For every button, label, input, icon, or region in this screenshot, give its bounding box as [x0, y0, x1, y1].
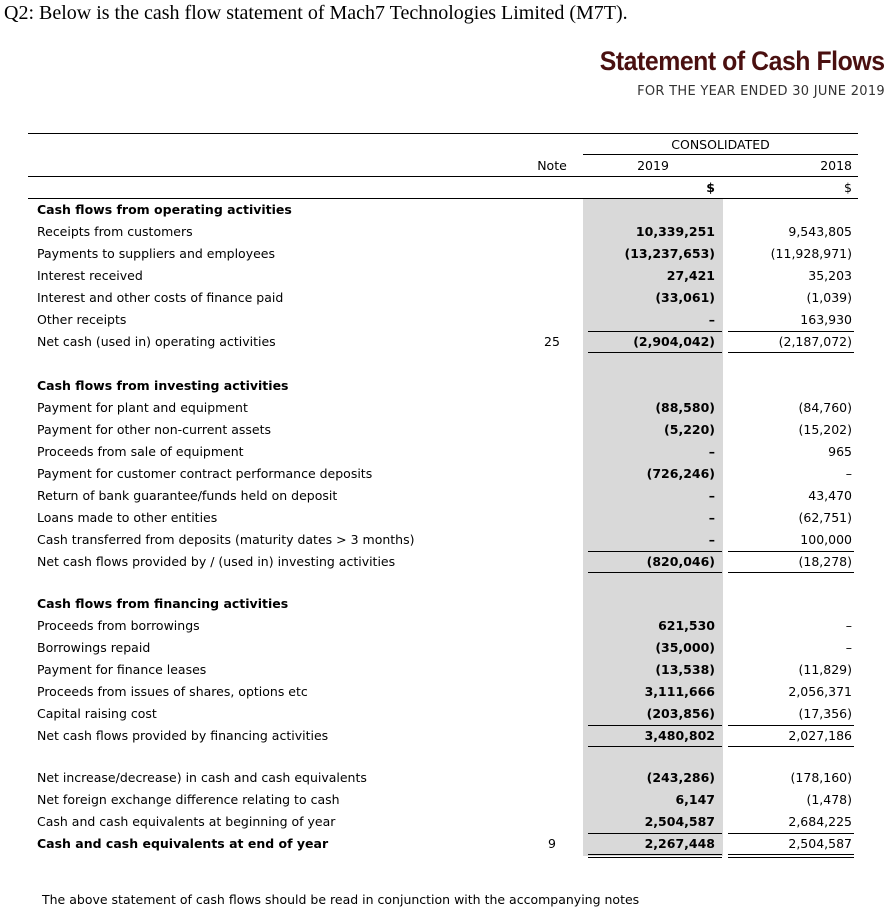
- value-2019: –: [708, 312, 715, 327]
- table-row: [0, 246, 889, 268]
- value-2018: (18,278): [798, 554, 852, 569]
- value-2019: (88,580): [655, 400, 715, 415]
- table-row: [0, 510, 889, 532]
- row-label: Borrowings repaid: [37, 640, 151, 655]
- unit-2018-header: $: [844, 180, 852, 195]
- value-2019: (243,286): [646, 770, 715, 785]
- table-row: [0, 662, 889, 684]
- value-2018: (11,928,971): [770, 246, 852, 261]
- row-label: Cash flows from operating activities: [37, 202, 292, 217]
- investing-subtotal-bottom-rule-2019: [588, 572, 722, 573]
- investing-subtotal-top-rule-2019: [588, 551, 722, 552]
- value-2018: 9,543,805: [788, 224, 852, 239]
- financing-subtotal-bottom-rule-2019: [588, 746, 722, 747]
- investing-subtotal-bottom-rule-2018: [728, 572, 854, 573]
- value-2019: –: [708, 444, 715, 459]
- value-2018: 965: [828, 444, 852, 459]
- value-2018: (11,829): [798, 662, 852, 677]
- value-2019: 2,267,448: [644, 836, 715, 851]
- year-2018-header: 2018: [820, 158, 852, 173]
- table-row: [0, 268, 889, 290]
- footer-note: The above statement of cash flows should be read in conjunction with the accompanying notes: [42, 892, 640, 907]
- row-label: Cash flows from financing activities: [37, 596, 289, 611]
- value-2019: 10,339,251: [635, 224, 715, 239]
- table-row: [0, 640, 889, 662]
- row-label: Net foreign exchange difference relating to cash: [37, 792, 340, 807]
- value-2018: –: [845, 640, 852, 655]
- operating-subtotal-bottom-rule-2018: [728, 352, 854, 353]
- row-label: Loans made to other entities: [37, 510, 218, 525]
- note-header: Note: [537, 158, 567, 173]
- value-2019: 6,147: [675, 792, 715, 807]
- row-label: Interest and other costs of finance paid: [37, 290, 284, 305]
- section-header-row: [0, 202, 889, 224]
- row-note: 9: [548, 836, 556, 851]
- value-2019: (726,246): [646, 466, 715, 481]
- value-2018: 2,684,225: [788, 814, 852, 829]
- financing-subtotal-top-rule-2018: [728, 725, 854, 726]
- total-bottom-rule-1-2018: [728, 854, 854, 855]
- row-label: Return of bank guarantee/funds held on deposit: [37, 488, 338, 503]
- value-2018: 100,000: [800, 532, 852, 547]
- section-header-row: [0, 596, 889, 618]
- header-top-rule: [28, 133, 858, 134]
- row-label: Capital raising cost: [37, 706, 157, 721]
- question-text: Q2: Below is the cash flow statement of Mach7 Technologies Limited (M7T).: [4, 2, 628, 24]
- value-2019: 2,504,587: [644, 814, 715, 829]
- financing-subtotal-bottom-rule-2018: [728, 746, 854, 747]
- value-2018: (1,039): [806, 290, 852, 305]
- table-row: [0, 466, 889, 488]
- row-label: Cash and cash equivalents at beginning of year: [37, 814, 336, 829]
- value-2018: (178,160): [790, 770, 852, 785]
- value-2019: 3,480,802: [644, 728, 715, 743]
- value-2018: (62,751): [798, 510, 852, 525]
- row-label: Payments to suppliers and employees: [37, 246, 276, 261]
- table-row: [0, 792, 889, 814]
- value-2018: 2,504,587: [788, 836, 852, 851]
- table-row: [0, 684, 889, 706]
- table-row: [0, 618, 889, 640]
- row-label: Payment for plant and equipment: [37, 400, 248, 415]
- value-2019: (13,237,653): [624, 246, 715, 261]
- value-2019: –: [708, 532, 715, 547]
- value-2018: –: [845, 466, 852, 481]
- value-2019: (5,220): [664, 422, 715, 437]
- total-bottom-rule-2-2018: [728, 857, 854, 858]
- row-label: Receipts from customers: [37, 224, 193, 239]
- row-label: Cash transferred from deposits (maturity dates > 3 months): [37, 532, 415, 547]
- value-2018: 2,027,186: [788, 728, 852, 743]
- table-row: [0, 400, 889, 422]
- value-2019: (33,061): [655, 290, 715, 305]
- unit-2019-header: $: [706, 180, 715, 195]
- row-label: Net cash flows provided by / (used in) investing activities: [37, 554, 396, 569]
- value-2019: (35,000): [655, 640, 715, 655]
- consolidated-header: CONSOLIDATED: [671, 137, 770, 152]
- operating-subtotal-bottom-rule-2019: [588, 352, 722, 353]
- total-top-rule-2018: [728, 833, 854, 834]
- row-label: Interest received: [37, 268, 143, 283]
- row-label: Net cash flows provided by financing activities: [37, 728, 329, 743]
- value-2019: –: [708, 510, 715, 525]
- value-2018: 163,930: [800, 312, 852, 327]
- row-label: Cash and cash equivalents at end of year: [37, 836, 329, 851]
- year-2019-header: 2019: [637, 158, 669, 173]
- row-label: Payment for other non-current assets: [37, 422, 271, 437]
- statement-title: Statement of Cash Flows: [600, 46, 885, 76]
- value-2018: (84,760): [798, 400, 852, 415]
- section-header-row: [0, 378, 889, 400]
- value-2019: 27,421: [666, 268, 715, 283]
- value-2019: (820,046): [646, 554, 715, 569]
- consolidated-rule: [583, 154, 858, 155]
- value-2018: (15,202): [798, 422, 852, 437]
- row-label: Other receipts: [37, 312, 127, 327]
- statement-subtitle: FOR THE YEAR ENDED 30 JUNE 2019: [637, 84, 885, 99]
- investing-subtotal-top-rule-2018: [728, 551, 854, 552]
- operating-subtotal-top-rule-2018: [728, 331, 854, 332]
- row-note: 25: [544, 334, 560, 349]
- header-bottom-rule: [28, 198, 858, 199]
- table-row: [0, 488, 889, 510]
- header-mid-rule: [28, 176, 858, 177]
- row-label: Net cash (used in) operating activities: [37, 334, 276, 349]
- row-label: Cash flows from investing activities: [37, 378, 289, 393]
- value-2018: 43,470: [808, 488, 852, 503]
- total-top-rule-2019: [588, 833, 722, 834]
- row-label: Proceeds from issues of shares, options etc: [37, 684, 308, 699]
- value-2018: (2,187,072): [778, 334, 852, 349]
- value-2019: –: [708, 488, 715, 503]
- table-row: [0, 770, 889, 792]
- value-2019: 621,530: [658, 618, 715, 633]
- value-2019: 3,111,666: [644, 684, 715, 699]
- table-row: [0, 224, 889, 246]
- value-2018: 2,056,371: [788, 684, 852, 699]
- value-2018: (1,478): [806, 792, 852, 807]
- value-2018: 35,203: [808, 268, 852, 283]
- value-2018: (17,356): [798, 706, 852, 721]
- value-2019: (13,538): [655, 662, 715, 677]
- table-row: [0, 290, 889, 312]
- total-bottom-rule-1-2019: [588, 854, 722, 855]
- total-bottom-rule-2-2019: [588, 857, 722, 858]
- table-row: [0, 422, 889, 444]
- row-label: Payment for customer contract performance deposits: [37, 466, 373, 481]
- operating-subtotal-top-rule-2019: [588, 331, 722, 332]
- financing-subtotal-top-rule-2019: [588, 725, 722, 726]
- value-2018: –: [845, 618, 852, 633]
- value-2019: (2,904,042): [633, 334, 715, 349]
- row-label: Proceeds from borrowings: [37, 618, 200, 633]
- row-label: Payment for finance leases: [37, 662, 207, 677]
- table-row: [0, 444, 889, 466]
- row-label: Proceeds from sale of equipment: [37, 444, 244, 459]
- value-2019: (203,856): [646, 706, 715, 721]
- row-label: Net increase/decrease) in cash and cash equivalents: [37, 770, 367, 785]
